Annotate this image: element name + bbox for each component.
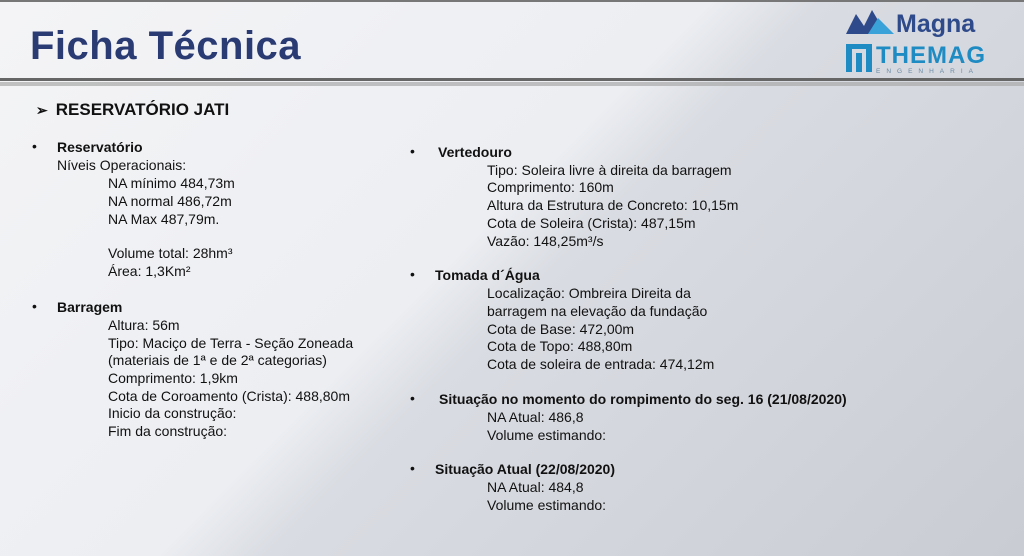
reservatorio-heading: Reservatório <box>57 139 143 155</box>
barragem-comprimento: Comprimento: 1,9km <box>108 370 238 386</box>
situacao-atual-volume: Volume estimando: <box>487 497 607 513</box>
themag-brand: THEMAG <box>876 42 986 69</box>
vertedouro-vazao: Vazão: 148,25m³/s <box>487 233 604 249</box>
bullet-icon: • <box>410 266 415 282</box>
tomada-localizacao: Localização: Ombreira Direita da <box>487 285 691 301</box>
na-normal: NA normal 486,72m <box>108 193 232 209</box>
top-border <box>0 0 1024 2</box>
situacao-rompimento-na: NA Atual: 486,8 <box>487 409 584 425</box>
company-logo <box>846 8 996 74</box>
tomada-localizacao-cont: barragem na elevação da fundação <box>487 303 708 319</box>
barragem-cota: Cota de Coroamento (Crista): 488,80m <box>108 388 350 404</box>
bullet-icon: • <box>410 460 415 476</box>
bullet-icon: • <box>410 390 415 406</box>
barragem-heading: Barragem <box>57 299 123 315</box>
na-max: NA Max 487,79m. <box>108 211 220 227</box>
vertedouro-heading: Vertedouro <box>438 144 512 160</box>
situacao-atual-heading: Situação Atual (22/08/2020) <box>435 461 616 477</box>
themag-t-icon <box>846 44 872 72</box>
section-heading <box>36 100 229 120</box>
tomada-cota-topo: Cota de Topo: 488,80m <box>487 338 633 354</box>
situacao-rompimento-heading: Situação no momento do rompimento do seg. 16 (21/08/2020) <box>439 391 847 407</box>
tomada-cota-soleira: Cota de soleira de entrada: 474,12m <box>487 356 715 372</box>
tomada-cota-base: Cota de Base: 472,00m <box>487 321 635 337</box>
barragem-inicio: Inicio da construção: <box>108 405 237 421</box>
barragem-altura: Altura: 56m <box>108 317 180 333</box>
situacao-atual-na: NA Atual: 484,8 <box>487 479 584 495</box>
tomada-heading: Tomada d´Água <box>435 267 540 283</box>
arrow-bullet-icon: ➢ <box>36 102 48 118</box>
barragem-tipo-cont: (materiais de 1ª e de 2ª categorias) <box>108 352 327 368</box>
magna-mountain-icon <box>846 10 894 34</box>
engenharia-label: ENGENHARIA <box>876 68 979 75</box>
niveis-label: Níveis Operacionais: <box>57 157 187 173</box>
barragem-tipo: Tipo: Maciço de Terra - Seção Zoneada <box>108 335 354 351</box>
volume-total: Volume total: 28hm³ <box>108 245 233 261</box>
title-divider-shadow <box>0 82 1024 86</box>
bullet-icon: • <box>410 143 415 159</box>
vertedouro-cota: Cota de Soleira (Crista): 487,15m <box>487 215 696 231</box>
bullet-icon: • <box>32 298 37 314</box>
vertedouro-tipo: Tipo: Soleira livre à direita da barragem <box>487 162 732 178</box>
area: Área: 1,3Km² <box>108 263 191 279</box>
magna-brand: Magna <box>896 10 976 38</box>
title-divider <box>0 78 1024 81</box>
barragem-fim: Fim da construção: <box>108 423 228 439</box>
page-title: Ficha Técnica <box>30 24 302 68</box>
bullet-icon: • <box>32 138 37 154</box>
situacao-rompimento-volume: Volume estimando: <box>487 427 607 443</box>
section-title: RESERVATÓRIO JATI <box>55 100 230 119</box>
vertedouro-altura: Altura da Estrutura de Concreto: 10,15m <box>487 197 739 213</box>
vertedouro-comprimento: Comprimento: 160m <box>487 179 614 195</box>
na-minimo: NA mínimo 484,73m <box>108 175 235 191</box>
